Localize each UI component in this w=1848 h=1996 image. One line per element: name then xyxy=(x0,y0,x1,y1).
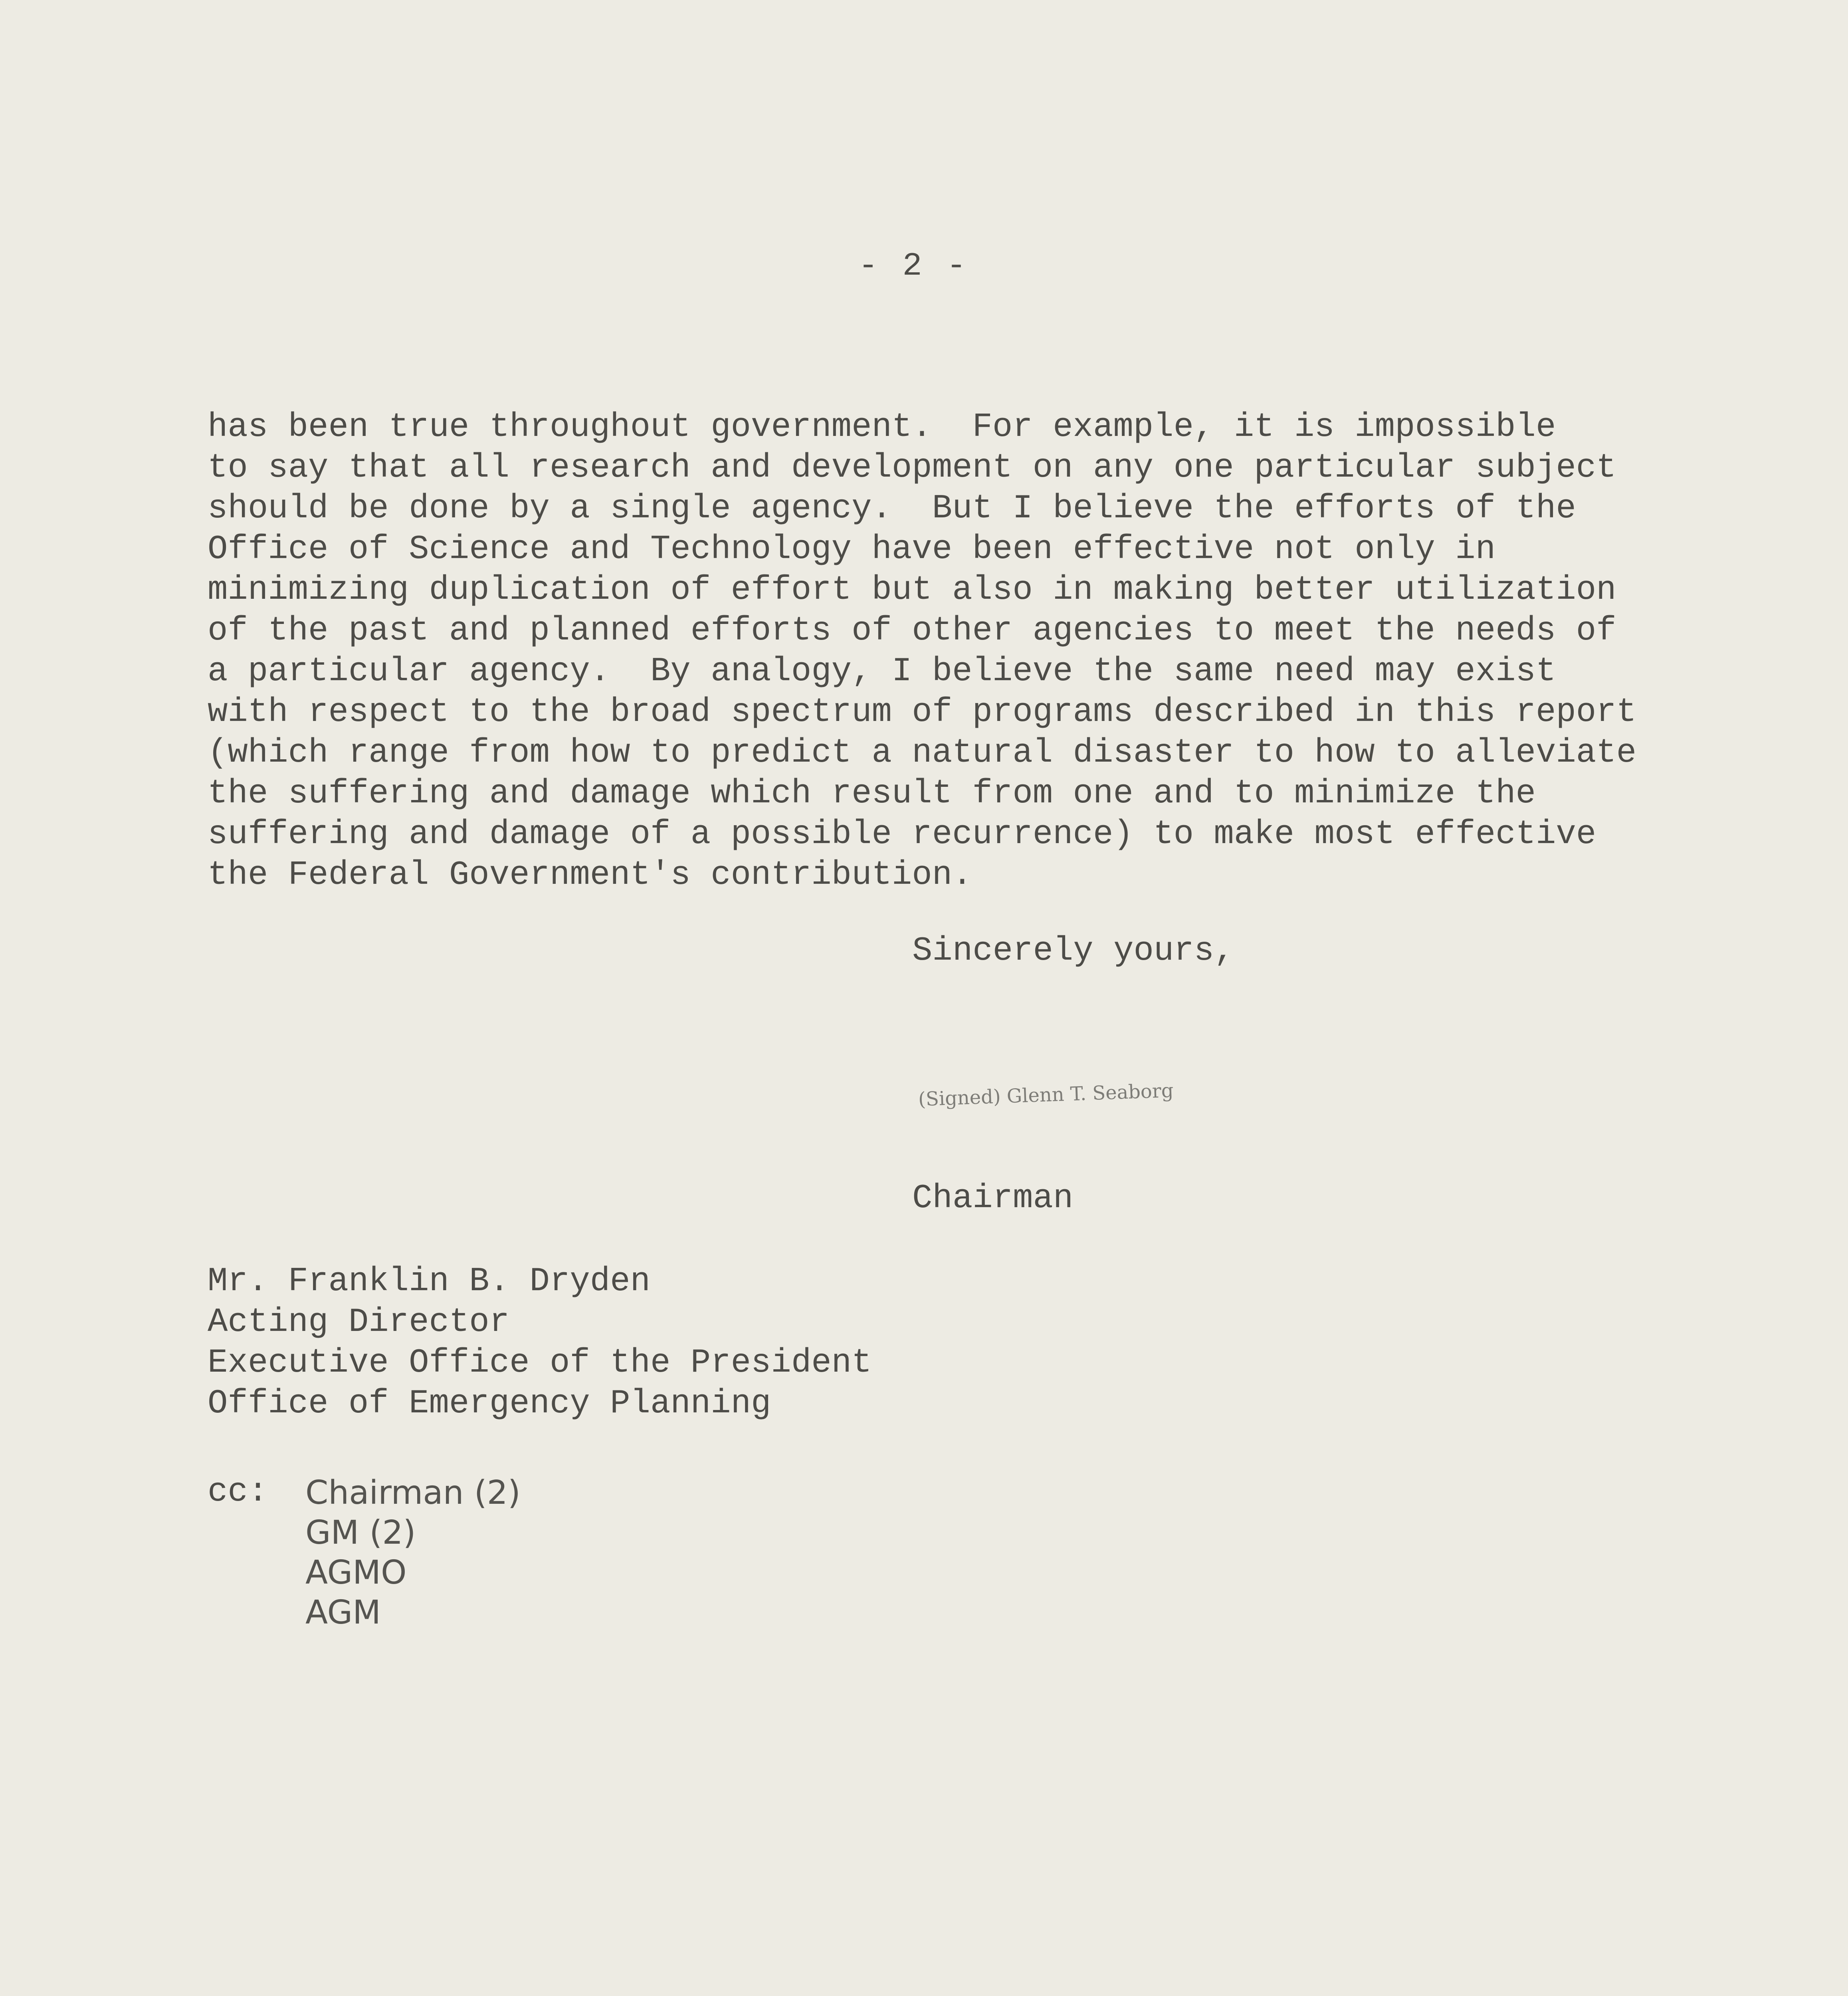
cc-item: AGMO xyxy=(305,1554,407,1592)
body-line: the suffering and damage which result from one and to minimize the xyxy=(208,775,1536,813)
page-number: - 2 - xyxy=(858,248,969,285)
cc-item: Chairman (2) xyxy=(305,1474,521,1512)
addressee-name: Mr. Franklin B. Dryden xyxy=(208,1263,650,1301)
body-line: Office of Science and Technology have been effective not only in xyxy=(208,531,1496,568)
cc-label: cc: xyxy=(208,1473,268,1511)
signature-stamp: (Signed) Glenn T. Seaborg xyxy=(918,1079,1174,1111)
body-line: of the past and planned efforts of other agencies to meet the needs of xyxy=(208,612,1616,650)
body-line: (which range from how to predict a natural disaster to how to alleviate xyxy=(208,734,1636,772)
addressee-office: Office of Emergency Planning xyxy=(208,1385,771,1423)
addressee-office: Executive Office of the President xyxy=(208,1344,872,1382)
body-line: to say that all research and development on any one particular subject xyxy=(208,449,1616,487)
body-line: should be done by a single agency. But I believe the efforts of the xyxy=(208,490,1576,528)
body-line: a particular agency. By analogy, I believe the same need may exist xyxy=(208,653,1556,691)
cc-item: AGM xyxy=(305,1594,381,1632)
closing: Sincerely yours, xyxy=(912,932,1234,970)
body-line: suffering and damage of a possible recurrence) to make most effective xyxy=(208,816,1596,853)
addressee-title: Acting Director xyxy=(208,1303,510,1341)
body-line: has been true throughout government. For example, it is impossible xyxy=(208,408,1556,446)
cc-item: GM (2) xyxy=(305,1514,416,1552)
body-line: minimizing duplication of effort but also in making better utilization xyxy=(208,571,1616,609)
body-line: the Federal Government's contribution. xyxy=(208,856,973,894)
body-line: with respect to the broad spectrum of programs described in this report xyxy=(208,693,1636,731)
signer-title: Chairman xyxy=(912,1180,1074,1218)
